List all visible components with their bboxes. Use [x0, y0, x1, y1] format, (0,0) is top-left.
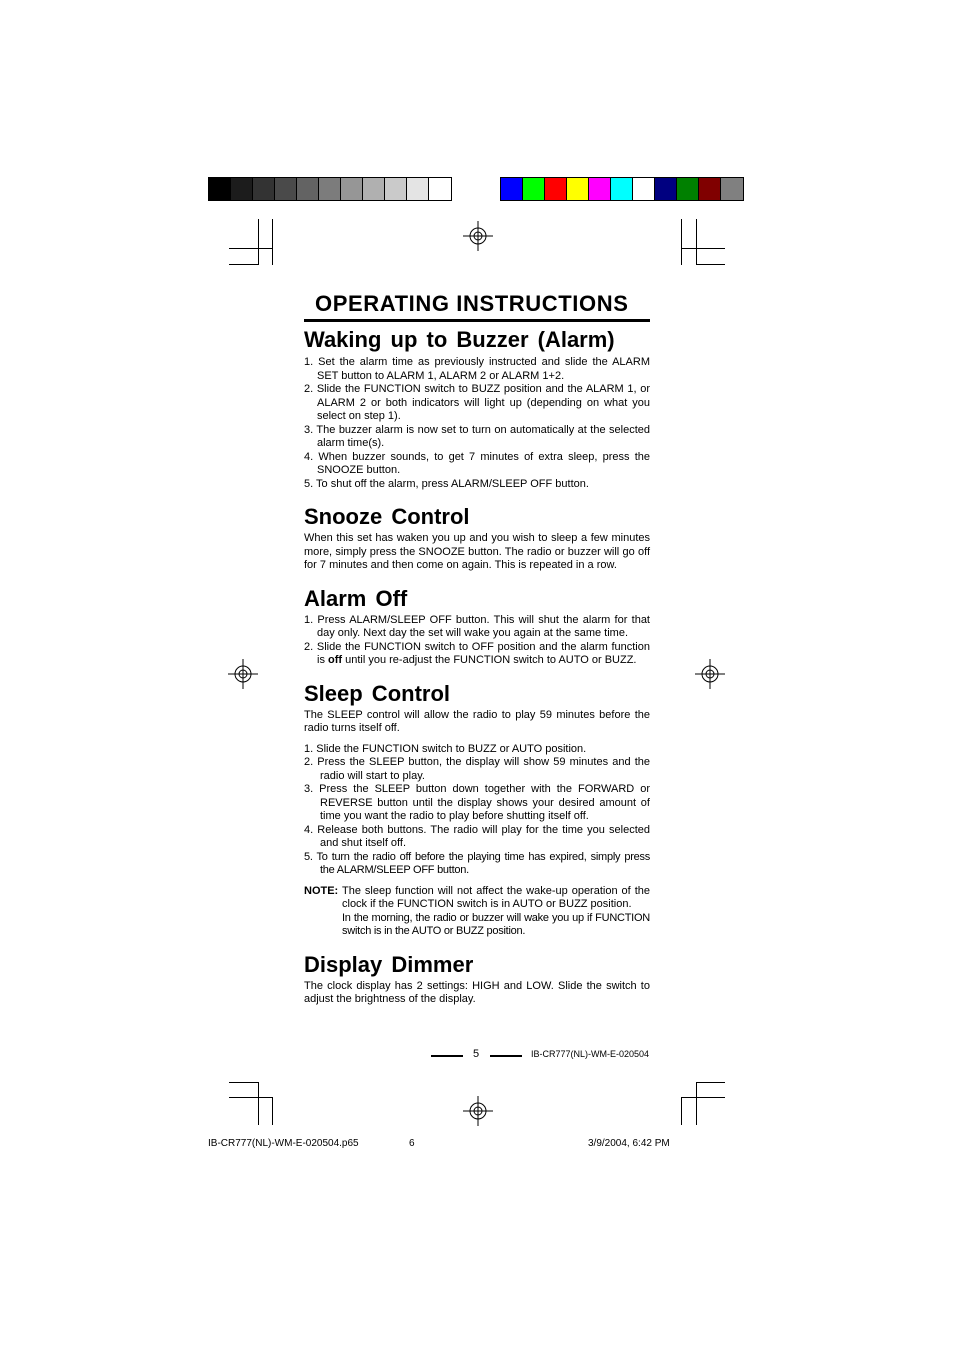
color-swatch	[385, 178, 407, 200]
instructions-content	[304, 290, 650, 1007]
crop-mark	[229, 1082, 258, 1083]
registration-target-icon	[463, 221, 493, 251]
alarm-off-steps	[304, 614, 650, 668]
sleep-note	[304, 885, 650, 939]
grayscale-bar	[208, 177, 452, 201]
list-item: 3. The buzzer alarm is now set to turn on automatically at the selected alarm time(s).	[304, 423, 650, 449]
color-swatch	[319, 178, 341, 200]
list-item	[304, 641, 650, 668]
dimmer-text: The clock display has 2 settings: HIGH and LOW. Slide the switch to adjust the brightness of the display.	[304, 979, 650, 1005]
color-swatch	[231, 178, 253, 200]
list-item-text: 2. Slide the FUNCTION switch to OFF position and the alarm function is	[304, 640, 650, 666]
color-swatch	[567, 178, 589, 200]
crop-mark	[258, 1082, 259, 1125]
footer-rule	[431, 1055, 463, 1057]
color-swatch	[297, 178, 319, 200]
list-item: 5. To turn the radio off before the playing time has expired, simply press the ALARM/SLEEP OFF button.	[304, 850, 650, 876]
color-swatch	[655, 178, 677, 200]
crop-mark	[272, 1097, 273, 1125]
crop-mark	[681, 1097, 725, 1098]
note-line: In the morning, the radio or buzzer will wake you up if FUNCTION switch is in the AUTO or BUZZ position.	[342, 911, 650, 937]
page-title: OPERATING INSTRUCTIONS	[304, 290, 650, 322]
color-swatch	[699, 178, 721, 200]
section-title-sleep: Sleep Control	[304, 680, 451, 706]
crop-mark	[696, 264, 725, 265]
crop-mark	[258, 219, 259, 265]
color-swatch	[275, 178, 297, 200]
crop-mark	[272, 219, 273, 265]
doc-code: IB-CR777(NL)-WM-E-020504	[531, 1049, 650, 1059]
crop-mark	[229, 248, 272, 249]
crop-mark	[696, 1082, 725, 1083]
file-name: IB-CR777(NL)-WM-E-020504.p65	[208, 1138, 359, 1149]
sleep-steps	[304, 743, 650, 878]
section-title-dimmer: Display Dimmer	[304, 951, 474, 977]
section-title-waking: Waking up to Buzzer (Alarm)	[304, 327, 615, 352]
crop-mark	[229, 264, 258, 265]
list-item: 4. When buzzer sounds, to get 7 minutes of extra sleep, press the SNOOZE button.	[304, 450, 650, 476]
color-swatch	[209, 178, 231, 200]
color-swatch	[677, 178, 699, 200]
crop-mark	[696, 1082, 697, 1125]
list-item: 2. Press the SLEEP button, the display will show 59 minutes and the radio will start to play.	[304, 756, 650, 782]
crop-mark	[681, 1097, 682, 1125]
footer-rule	[490, 1055, 522, 1057]
list-item: 1. Slide the FUNCTION switch to BUZZ or AUTO position.	[304, 742, 587, 755]
sleep-intro: The SLEEP control will allow the radio to play 59 minutes before the radio turns itself off.	[304, 708, 650, 734]
crop-mark	[696, 219, 697, 265]
color-swatch	[633, 178, 655, 200]
registration-target-icon	[463, 1096, 493, 1126]
note-text	[342, 885, 650, 939]
crop-mark	[681, 219, 682, 265]
crop-mark	[229, 1097, 272, 1098]
list-item: 4. Release both buttons. The radio will play for the time you selected and shut itself off.	[304, 823, 650, 849]
color-swatch	[523, 178, 545, 200]
color-swatch	[363, 178, 385, 200]
color-swatch	[501, 178, 523, 200]
color-swatch	[253, 178, 275, 200]
registration-target-icon	[695, 659, 725, 689]
note-label: NOTE:	[304, 884, 339, 897]
crop-mark	[681, 248, 725, 249]
list-item-text: until you re-adjust the FUNCTION switch to AUTO or BUZZ.	[342, 654, 637, 666]
list-item: 1. Press ALARM/SLEEP OFF button. This will shut the alarm for that day only. Next day the set will wake you again at the same time.	[304, 613, 650, 639]
list-item: 3. Press the SLEEP button down together with the FORWARD or REVERSE button until the display shows your desired amount of time you want the radio to play before shutting itself off.	[304, 783, 650, 822]
color-swatch	[545, 178, 567, 200]
section-title-snooze: Snooze Control	[304, 504, 470, 529]
color-swatch	[611, 178, 633, 200]
list-item: 5. To shut off the alarm, press ALARM/SLEEP OFF button.	[304, 477, 589, 490]
color-swatch	[407, 178, 429, 200]
color-swatch	[341, 178, 363, 200]
section-title-alarm-off: Alarm Off	[304, 585, 408, 611]
timestamp: 3/9/2004, 6:42 PM	[588, 1138, 670, 1149]
registration-target-icon	[228, 659, 258, 689]
list-item: 1. Set the alarm time as previously instructed and slide the ALARM SET button to ALARM 1, ALARM 2 or ALARM 1+2.	[304, 356, 650, 382]
list-item: 2. Slide the FUNCTION switch to BUZZ position and the ALARM 1, or ALARM 2 or both indicators will light up (depending on what you select on step 1).	[304, 383, 650, 422]
snooze-text: When this set has waken you up and you wish to sleep a few minutes more, simply press the SNOOZE button. The radio or buzzer will go off for 7 minutes and then come on again. This is repeated in a row.	[304, 532, 650, 571]
waking-steps	[304, 356, 650, 491]
color-swatch	[721, 178, 743, 200]
sheet-number: 6	[409, 1138, 415, 1149]
color-swatch	[429, 178, 451, 200]
page-number: 5	[473, 1048, 480, 1060]
note-line: The sleep function will not affect the wake-up operation of the clock if the FUNCTION switch is in AUTO or BUZZ position.	[342, 884, 650, 910]
color-swatch	[589, 178, 611, 200]
emphasis-text: off	[328, 654, 343, 666]
color-bar	[500, 177, 744, 201]
